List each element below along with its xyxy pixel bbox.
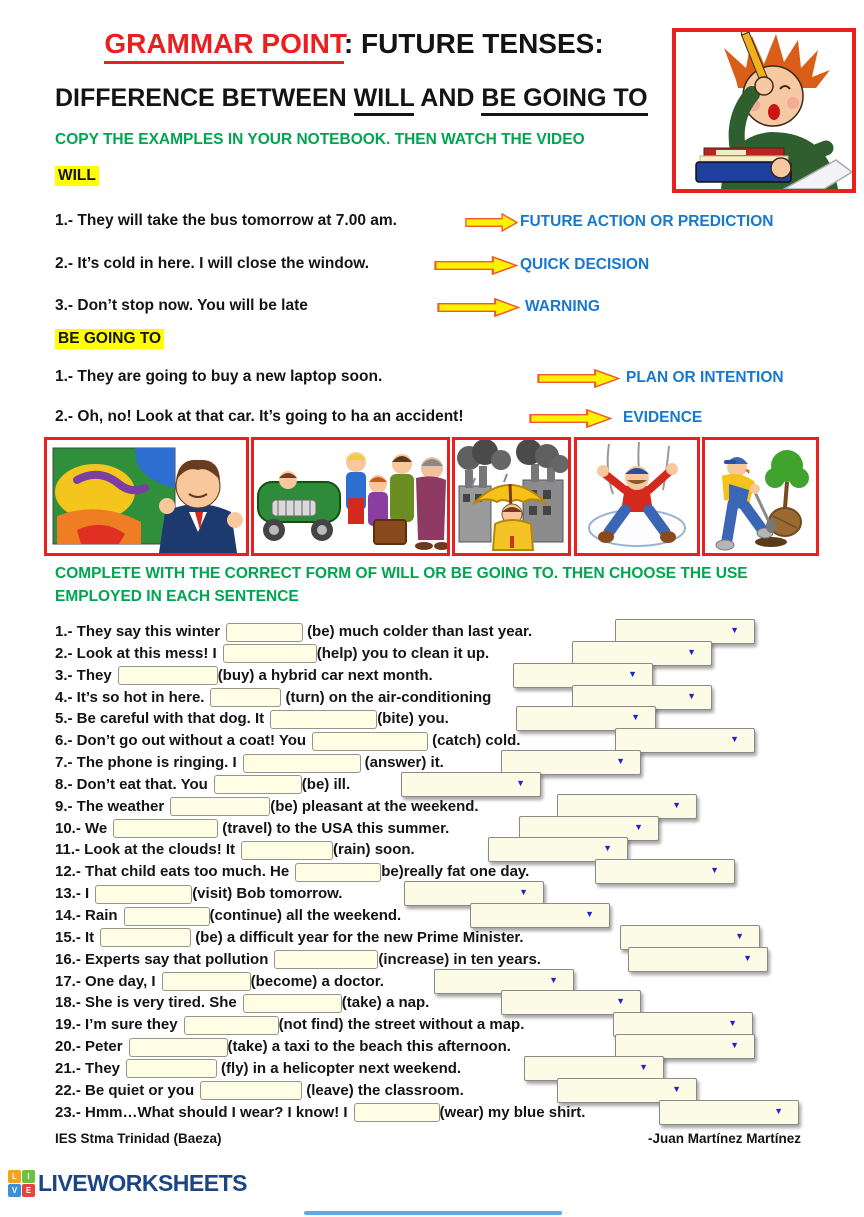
sentence-post: (increase) in ten years.	[378, 950, 541, 968]
sentence-pre: 21.- They	[55, 1059, 121, 1077]
use-select[interactable]	[595, 859, 735, 884]
sentence-pre: 13.- I	[55, 885, 90, 903]
sentence-post: (be) a difficult year for the new Prime Minister.	[195, 928, 524, 946]
sentence-post: (leave) the classroom.	[306, 1081, 464, 1099]
exercise-row-5	[55, 708, 845, 730]
answer-input[interactable]	[129, 1038, 228, 1057]
exercise-row-13	[55, 883, 845, 905]
exercise-row-8	[55, 774, 845, 796]
exercise-row-19	[55, 1014, 845, 1036]
use-select[interactable]	[557, 1078, 697, 1103]
logo-block-v: V	[8, 1184, 21, 1197]
exercise-row-15	[55, 927, 845, 949]
sentence-pre: 10.- We	[55, 819, 108, 837]
answer-input[interactable]	[170, 797, 270, 816]
logo-block-e: E	[22, 1184, 35, 1197]
be-going-to-heading: BE GOING TO	[55, 329, 164, 349]
skydiver-falling-image	[574, 437, 700, 556]
exercise-row-7	[55, 752, 845, 774]
sentence-post: (buy) a hybrid car next month.	[217, 666, 433, 684]
exercise-row-6	[55, 730, 845, 752]
dropdown-arrow-icon: ▼	[730, 1040, 739, 1051]
boy-planting-tree-image	[702, 437, 819, 556]
sentence-pre: 16.- Experts say that pollution	[55, 950, 269, 968]
title-grammar-point: GRAMMAR POINT	[104, 28, 344, 64]
example-sentence: 2.- Oh, no! Look at that car. It’s going to ha an accident!	[55, 408, 464, 425]
dropdown-arrow-icon: ▼	[672, 799, 681, 810]
sentence-pre: 19.- I’m sure they	[55, 1016, 178, 1034]
dropdown-arrow-icon: ▼	[687, 690, 696, 701]
exercise-row-1	[55, 621, 845, 643]
answer-input[interactable]	[210, 688, 281, 707]
dropdown-arrow-icon: ▼	[672, 1083, 681, 1094]
example-sentence: 1.- They will take the bus tomorrow at 7.00 am.	[55, 212, 397, 229]
sentence-pre: 22.- Be quiet or you	[55, 1081, 195, 1099]
example-sentence: 2.- It’s cold in here. I will close the window.	[55, 255, 370, 272]
exercise-row-2	[55, 643, 845, 665]
use-label: WARNING	[525, 298, 600, 315]
arrow-right-icon	[529, 409, 612, 428]
answer-input[interactable]	[124, 907, 210, 926]
exercise-row-10	[55, 818, 845, 840]
example-sentence: 1.- They are going to buy a new laptop soon.	[55, 368, 383, 385]
exercise-row-9	[55, 796, 845, 818]
page-title	[34, 28, 674, 60]
exercise-list	[55, 621, 845, 1123]
sentence-pre: 11.- Look at the clouds! It	[55, 841, 236, 859]
sentence-post: (continue) all the weekend.	[209, 906, 402, 924]
answer-input[interactable]	[270, 710, 377, 729]
title-future-tenses: : FUTURE TENSES:	[343, 28, 604, 59]
dropdown-arrow-icon: ▼	[616, 996, 625, 1007]
answer-input[interactable]	[95, 885, 192, 904]
dropdown-arrow-icon: ▼	[549, 974, 558, 985]
sentence-post: (take) a nap.	[341, 994, 430, 1012]
use-label: QUICK DECISION	[520, 256, 650, 273]
use-label: PLAN OR INTENTION	[626, 369, 784, 386]
thinking-boy-image	[672, 28, 856, 193]
rain-pollution-umbrella-image	[452, 437, 571, 556]
sentence-pre: 3.- They	[55, 666, 112, 684]
dropdown-arrow-icon: ▼	[730, 734, 739, 745]
dropdown-arrow-icon: ▼	[631, 712, 640, 723]
liveworksheets-logo	[8, 1170, 247, 1197]
sentence-post: (be) pleasant at the weekend.	[270, 797, 479, 815]
exercise-row-21	[55, 1058, 845, 1080]
sentence-pre: 6.- Don’t go out without a coat! You	[55, 732, 307, 750]
dropdown-arrow-icon: ▼	[730, 625, 739, 635]
exercise-row-17	[55, 971, 845, 993]
answer-input[interactable]	[241, 841, 333, 860]
use-select[interactable]	[401, 772, 541, 797]
dropdown-arrow-icon: ▼	[743, 952, 752, 963]
will-heading: WILL	[55, 166, 99, 186]
sentence-post: (not find) the street without a map.	[278, 1016, 525, 1034]
exercise-row-18	[55, 992, 845, 1014]
sentence-pre: 5.- Be careful with that dog. It	[55, 710, 265, 728]
school-name: IES Stma Trinidad (Baeza)	[55, 1131, 222, 1146]
logo-block-i: I	[22, 1170, 35, 1183]
sentence-post: (visit) Bob tomorrow.	[192, 885, 343, 903]
answer-input[interactable]	[184, 1016, 279, 1035]
sentence-pre: 23.- Hmm…What should I wear? I know! I	[55, 1103, 348, 1121]
page-subtitle	[55, 84, 648, 113]
exercise-row-20	[55, 1036, 845, 1058]
sentence-post: (be) ill.	[301, 775, 351, 793]
answer-input[interactable]	[274, 950, 378, 969]
answer-input[interactable]	[295, 863, 381, 882]
use-select[interactable]	[513, 663, 653, 688]
sentence-pre: 17.- One day, I	[55, 972, 156, 990]
sentence-pre: 9.- The weather	[55, 797, 165, 815]
exercise-row-3	[55, 665, 845, 687]
answer-input[interactable]	[113, 819, 218, 838]
dropdown-arrow-icon: ▼	[519, 887, 528, 898]
dropdown-arrow-icon: ▼	[628, 668, 637, 679]
use-select[interactable]	[470, 903, 610, 928]
exercise-row-14	[55, 905, 845, 927]
bottom-blue-bar	[304, 1211, 562, 1215]
exercise-row-23	[55, 1102, 845, 1124]
liveworksheets-logo-text: LIVEWORKSHEETS	[38, 1170, 247, 1196]
sentence-post: (wear) my blue shirt.	[439, 1103, 586, 1121]
author-name: -Juan Martínez Martínez	[648, 1131, 802, 1146]
use-label: FUTURE ACTION OR PREDICTION	[520, 213, 774, 230]
sentence-post: (take) a taxi to the beach this afternoon.	[227, 1038, 511, 1056]
answer-input[interactable]	[200, 1081, 302, 1100]
sentence-post: (become) a doctor.	[250, 972, 384, 990]
complete-instruction: COMPLETE WITH THE CORRECT FORM OF WILL OR BE GOING TO. THEN CHOOSE THE USE EMPLOYED IN EACH SENTENCE	[55, 565, 748, 605]
answer-input[interactable]	[243, 994, 342, 1013]
sentence-pre: 8.- Don’t eat that. You	[55, 775, 208, 793]
dropdown-arrow-icon: ▼	[516, 777, 525, 788]
sentence-post: (help) you to clean it up.	[316, 644, 490, 662]
sentence-post: (turn) on the air-conditioning	[285, 688, 492, 706]
exercise-row-4	[55, 687, 845, 709]
weather-forecast-image	[44, 437, 249, 556]
sentence-post: (fly) in a helicopter next weekend.	[221, 1059, 462, 1077]
arrow-right-icon	[465, 213, 518, 232]
sentence-pre: 20.- Peter	[55, 1038, 123, 1056]
sentence-post: (be) much colder than last year.	[307, 623, 533, 640]
exercise-row-16	[55, 949, 845, 971]
use-select[interactable]	[628, 947, 768, 972]
answer-input[interactable]	[312, 732, 428, 751]
answer-input[interactable]	[100, 928, 191, 947]
will-example-2	[55, 255, 830, 277]
dropdown-arrow-icon: ▼	[616, 756, 625, 767]
dropdown-arrow-icon: ▼	[639, 1061, 648, 1072]
sentence-post: (bite) you.	[377, 710, 449, 728]
sentence-pre: 18.- She is very tired. She	[55, 994, 237, 1012]
sentence-pre: 15.- It	[55, 928, 95, 946]
sentence-pre: 14.- Rain	[55, 906, 118, 924]
answer-input[interactable]	[214, 775, 302, 794]
exercise-row-12	[55, 861, 845, 883]
answer-input[interactable]	[354, 1103, 440, 1122]
answer-input[interactable]	[223, 644, 317, 663]
sentence-post: (rain) soon.	[333, 841, 415, 859]
answer-input[interactable]	[162, 972, 251, 991]
sentence-post: (catch) cold.	[432, 732, 521, 750]
copy-instruction: COPY THE EXAMPLES IN YOUR NOTEBOOK. THEN WATCH THE VIDEO	[55, 131, 585, 148]
dropdown-arrow-icon: ▼	[603, 843, 612, 854]
will-example-1	[55, 212, 830, 234]
dropdown-arrow-icon: ▼	[710, 865, 719, 876]
subtitle-will: WILL	[354, 84, 415, 116]
arrow-right-icon	[434, 256, 518, 275]
family-packing-car-image	[251, 437, 450, 556]
dropdown-arrow-icon: ▼	[728, 1018, 737, 1029]
example-sentence: 3.- Don’t stop now. You will be late	[55, 297, 308, 314]
subtitle-pre: DIFFERENCE BETWEEN	[55, 84, 354, 112]
sentence-pre: 12.- That child eats too much. He	[55, 863, 290, 881]
dropdown-arrow-icon: ▼	[687, 646, 696, 657]
dropdown-arrow-icon: ▼	[634, 821, 643, 832]
dropdown-arrow-icon: ▼	[735, 930, 744, 941]
liveworksheets-logo-icon	[8, 1170, 35, 1197]
arrow-right-icon	[437, 298, 520, 317]
sentence-post: (travel) to the USA this summer.	[222, 819, 450, 837]
dropdown-arrow-icon: ▼	[774, 1105, 783, 1116]
going-to-example-1	[55, 368, 830, 390]
sentence-post: be)really fat one day.	[381, 863, 530, 881]
answer-input[interactable]	[126, 1059, 217, 1078]
sentence-pre: 4.- It’s so hot in here.	[55, 688, 205, 706]
sentence-post: (answer) it.	[364, 754, 444, 772]
answer-input[interactable]	[243, 754, 361, 773]
subtitle-and: AND	[414, 84, 482, 112]
answer-input[interactable]	[118, 666, 218, 685]
logo-block-l: L	[8, 1170, 21, 1183]
exercise-row-22	[55, 1080, 845, 1102]
answer-input[interactable]	[226, 623, 303, 642]
sentence-pre: 2.- Look at this mess! I	[55, 644, 217, 662]
subtitle-be-going-to: BE GOING TO	[481, 84, 647, 116]
going-to-example-2	[55, 408, 830, 430]
use-select[interactable]	[659, 1100, 799, 1125]
will-example-3	[55, 297, 830, 319]
arrow-right-icon	[537, 369, 620, 388]
sentence-pre: 7.- The phone is ringing. I	[55, 754, 237, 772]
use-label: EVIDENCE	[623, 409, 703, 426]
exercise-row-11	[55, 839, 845, 861]
sentence-pre: 1.- They say this winter	[55, 623, 221, 640]
dropdown-arrow-icon: ▼	[585, 908, 594, 919]
